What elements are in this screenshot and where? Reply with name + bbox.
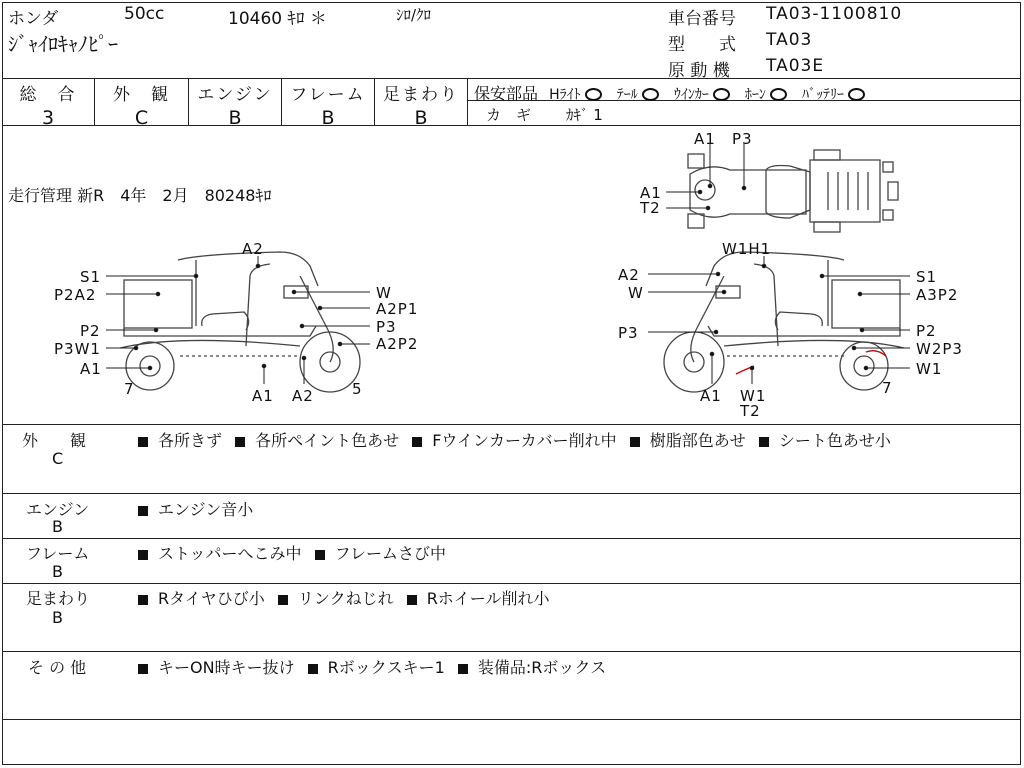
model-name: ｼﾞｬｲﾛｷｬﾉﾋﾟｰ — [8, 32, 118, 56]
bullet-square-icon — [412, 437, 422, 447]
frame-number-label: 車台番号 — [668, 9, 736, 29]
diagram-label: P3 — [732, 130, 753, 148]
bullet-square-icon — [138, 437, 148, 447]
key-label: カ ギ — [486, 106, 532, 124]
safety-item-horn: ﾎｰﾝ — [744, 87, 766, 103]
bullet-square-icon — [138, 595, 148, 605]
diagram-label: T2 — [740, 402, 761, 420]
diagram-label: P3 — [618, 324, 639, 342]
diagram-label: T2 — [640, 199, 661, 217]
top-view — [688, 150, 898, 232]
diagram-label: A2 — [292, 387, 314, 405]
diagram-label: W1H1 — [722, 240, 772, 258]
remark: 各所きず — [158, 431, 223, 450]
divider — [2, 538, 1021, 539]
remark: 樹脂部色あせ — [649, 431, 746, 450]
grade-value: B — [414, 107, 428, 129]
key-value: ｶｷﾞ 1 — [566, 106, 603, 124]
ok-circle-icon — [713, 88, 730, 101]
diagram-label: W — [628, 284, 644, 302]
divider — [2, 583, 1021, 584]
diagram-label: A2 — [618, 266, 640, 284]
grade-value: B — [228, 107, 242, 129]
remark: リンクねじれ — [297, 589, 394, 608]
safety-item-headlight: Hﾗｲﾄ — [549, 87, 581, 103]
bullet-square-icon — [235, 437, 245, 447]
diagram-label: A1 — [640, 184, 662, 202]
bullet-square-icon — [308, 664, 318, 674]
section-items-exterior — [136, 428, 891, 451]
remark: 各所ペイント色あせ — [255, 431, 400, 450]
divider — [2, 424, 1021, 425]
remark: フレームさび中 — [334, 544, 446, 563]
remark: シート色あせ小 — [778, 431, 891, 450]
grade-label: 足まわり — [383, 85, 459, 105]
divider — [2, 719, 1021, 720]
remark: Rタイヤひび小 — [158, 589, 265, 608]
divider — [2, 651, 1021, 652]
engine-value: TA03E — [766, 56, 825, 76]
displacement: 50cc — [124, 4, 165, 24]
grade-label: エンジン — [197, 85, 273, 105]
bullet-square-icon — [458, 664, 468, 674]
engine-label: 原 動 機 — [668, 61, 730, 81]
grade-frame — [282, 80, 374, 129]
grade-label: 外 観 — [113, 85, 170, 105]
bullet-square-icon — [630, 437, 640, 447]
grade-value: C — [134, 107, 149, 129]
divider — [2, 78, 1021, 79]
diagram-label: P2 — [80, 322, 101, 340]
section-label-other: そ の 他 — [28, 658, 87, 677]
diagram-label: W — [376, 284, 392, 302]
diagram-label: P2A2 — [54, 286, 97, 304]
diagram-label: 7 — [124, 380, 135, 398]
remark: Fウインカーカバー削れ中 — [432, 431, 617, 450]
grade-suspension — [375, 80, 467, 129]
safety-parts-row — [474, 81, 875, 104]
ok-circle-icon — [770, 88, 787, 101]
diagram-label: P3W1 — [54, 340, 101, 358]
remark: ストッパーへこみ中 — [158, 544, 302, 563]
diagram-label: A1 — [694, 130, 716, 148]
section-label-frame: フレーム — [26, 544, 90, 563]
bullet-square-icon — [407, 595, 417, 605]
diagram-label: 5 — [352, 380, 363, 398]
diagram-label: A2 — [242, 240, 264, 258]
mileage: 10460 ｷﾛ ＊ — [228, 9, 327, 29]
diagram-label: S1 — [916, 268, 938, 286]
grade-engine — [189, 80, 281, 129]
section-items-suspension — [136, 586, 550, 609]
section-items-frame — [136, 541, 446, 564]
diagram-label: W1 — [916, 360, 943, 378]
section-label-engine: エンジン — [26, 500, 90, 519]
odometer-note: 走行管理 新R 4年 2月 80248ｷﾛ — [8, 186, 272, 205]
diagram-label: A2P1 — [376, 300, 419, 318]
diagram-label: P3 — [376, 318, 397, 336]
frame-number-value: TA03-1100810 — [766, 4, 903, 24]
grade-value: 3 — [41, 107, 55, 129]
diagram-label: A1 — [80, 360, 102, 378]
remark: エンジン音小 — [158, 500, 254, 519]
ok-circle-icon — [642, 88, 659, 101]
remark: Rボックスキー1 — [327, 658, 445, 677]
section-items-engine — [136, 497, 253, 520]
grade-value: B — [321, 107, 335, 129]
bullet-square-icon — [315, 550, 325, 560]
divider — [467, 78, 468, 125]
damage-marks — [736, 351, 886, 374]
safety-item-battery: ﾊﾞｯﾃﾘｰ — [802, 87, 845, 103]
section-grade: B — [52, 517, 63, 536]
remark: 装備品:Rボックス — [477, 658, 607, 677]
diagram-label: A3P2 — [916, 286, 959, 304]
section-label-suspension: 足まわり — [26, 589, 91, 608]
safety-item-tail: ﾃｰﾙ — [616, 87, 638, 103]
damage-diagram — [0, 126, 1024, 422]
safety-item-winker: ｳｲﾝｶｰ — [673, 87, 709, 103]
type-label: 型 式 — [668, 35, 736, 55]
safety-label: 保安部品 — [474, 84, 539, 103]
section-label-exterior: 外 観 — [22, 431, 87, 450]
remark: Rホイール削れ小 — [426, 589, 550, 608]
type-value: TA03 — [766, 30, 813, 50]
maker: ホンダ — [8, 9, 59, 29]
bullet-square-icon — [138, 664, 148, 674]
grade-overall — [2, 80, 94, 129]
diagram-label: A1 — [700, 387, 722, 405]
diagram-label: W2P3 — [916, 340, 963, 358]
diagram-label: A1 — [252, 387, 274, 405]
bullet-square-icon — [278, 595, 288, 605]
left-side-view — [120, 252, 360, 392]
grade-label: 総 合 — [19, 85, 77, 105]
right-side-view — [664, 252, 904, 392]
remark: キーON時キー抜け — [158, 658, 295, 677]
bullet-square-icon — [138, 506, 148, 516]
ok-circle-icon — [585, 88, 602, 101]
section-grade: C — [52, 449, 64, 468]
diagram-label: S1 — [80, 268, 102, 286]
section-items-other — [136, 655, 606, 678]
section-grade: B — [52, 562, 63, 581]
bullet-square-icon — [759, 437, 769, 447]
color: ｼﾛ/ｸﾛ — [396, 6, 432, 24]
section-grade: B — [52, 608, 63, 627]
divider — [2, 493, 1021, 494]
diagram-label: W1 — [740, 387, 767, 405]
ok-circle-icon — [848, 88, 865, 101]
grade-exterior — [95, 80, 188, 129]
grade-label: フレーム — [290, 85, 366, 105]
diagram-label: 7 — [882, 379, 893, 397]
bullet-square-icon — [138, 550, 148, 560]
diagram-label: P2 — [916, 322, 937, 340]
diagram-label: A2P2 — [376, 335, 419, 353]
